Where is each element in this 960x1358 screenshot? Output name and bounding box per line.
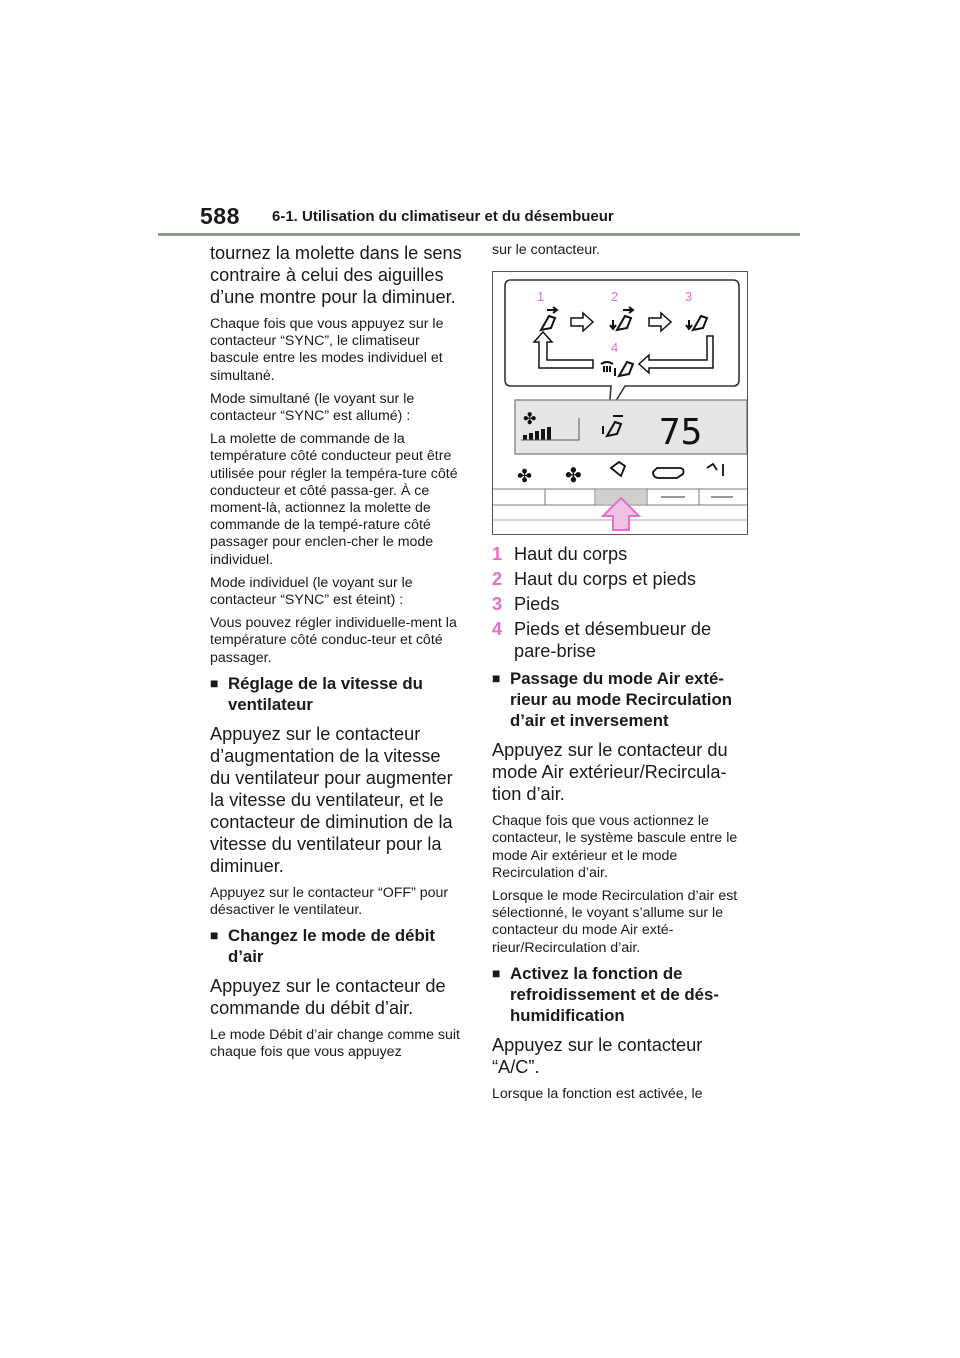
fan-low-icon: ✤ (517, 466, 533, 488)
marker-4: 4 (611, 340, 619, 356)
heading-text: Passage du mode Air exté-rieur au mode Recirculation d’air et inversement (510, 669, 732, 731)
recirculation-icon (653, 468, 684, 478)
bullet-square-icon: ■ (210, 674, 219, 691)
paragraph: Mode simultané (le voyant sur le contacteur “SYNC” est allumé) : (210, 390, 415, 425)
legend-list (492, 543, 752, 662)
temperature-readout: 75 (659, 412, 703, 454)
paragraph: sur le contacteur. (492, 242, 601, 258)
paragraph: tournez la molette dans le sens contraire à celui des aiguilles d’une montre pour la diminuer. (210, 243, 462, 307)
mode-button-icon (611, 462, 625, 476)
page-number: 588 (200, 203, 240, 229)
marker-1: 1 (537, 289, 545, 305)
paragraph: Lorsque le mode Recirculation d’air est sélectionné, le voyant s’allume sur le contacteur du mode Air exté-rieur/Recirculation d’air. (492, 888, 738, 956)
fan-high-icon: ✤ (565, 463, 582, 488)
paragraph: La molette de commande de la température côté conducteur peut être utilisée pour régler la tempéra-ture côté conducteur et côté passa-ger. À ce moment-là, actionnez la molette de commande de la tempé-rature côté passager pour enclen-cher le mode individuel. (210, 431, 458, 568)
feet-button-icon (707, 464, 723, 476)
paragraph: Appuyez sur le contacteur du mode Air extérieur/Recircula-tion d’air. (492, 740, 728, 805)
bullet-square-icon: ■ (492, 670, 501, 687)
heading-fan-speed (210, 673, 465, 715)
bullet-square-icon: ■ (492, 964, 501, 981)
heading-ac (492, 963, 752, 1026)
header-rule (158, 233, 800, 236)
legend-item: 3 Pieds (492, 594, 560, 615)
paragraph: Chaque fois que vous actionnez le contacteur, le système bascule entre le mode Air extérieur et le mode Recirculation d’air. (492, 813, 738, 881)
heading-text: Activez la fonction de refroidissement et de dés-humidification (510, 963, 719, 1025)
legend-item: 4 Pieds et désembueur de pare-brise (492, 619, 712, 662)
paragraph: Lorsque la fonction est activée, le (492, 1085, 703, 1102)
paragraph: Chaque fois que vous appuyez sur le contacteur “SYNC”, le climatiseur bascule entre les modes individuel et simultané. (210, 316, 444, 384)
marker-2: 2 (611, 289, 619, 305)
paragraph: Appuyez sur le contacteur de commande du débit d’air. (210, 976, 446, 1019)
legend-item: 1 Haut du corps (492, 544, 628, 565)
paragraph: Appuyez sur le contacteur “OFF” pour désactiver le ventilateur. (210, 884, 449, 919)
heading-text: Changez le mode de débit d’air (228, 926, 435, 967)
paragraph: Vous pouvez régler individuelle-ment la température côté conduc-teur et côté passager. (210, 615, 457, 666)
left-column (210, 242, 465, 1068)
heading-text: Réglage de la vitesse du ventilateur (228, 673, 423, 714)
right-column (492, 242, 752, 1109)
paragraph: Mode individuel (le voyant sur le contacteur “SYNC” est éteint) : (210, 574, 413, 609)
section-title: 6-1. Utilisation du climatiseur et du désembueur (272, 208, 614, 225)
fan-icon: ✤ (523, 409, 537, 429)
legend-item: 2 Haut du corps et pieds (492, 569, 696, 590)
paragraph: Le mode Débit d’air change comme suit chaque fois que vous appuyez (210, 1027, 460, 1061)
marker-3: 3 (685, 289, 693, 305)
airflow-mode-figure (492, 271, 748, 535)
paragraph: Appuyez sur le contacteur “A/C”. (492, 1034, 703, 1077)
heading-airflow-mode (210, 925, 465, 967)
paragraph: Appuyez sur le contacteur d’augmentation de la vitesse du ventilateur pour augmenter la vitesse du ventilateur, et le contacteur de diminution de la vitesse du ventilateur pour la diminuer. (210, 723, 453, 876)
bullet-square-icon: ■ (210, 927, 219, 944)
heading-recirculation (492, 668, 752, 731)
airflow-diagram (493, 272, 747, 534)
button-row (517, 462, 723, 487)
